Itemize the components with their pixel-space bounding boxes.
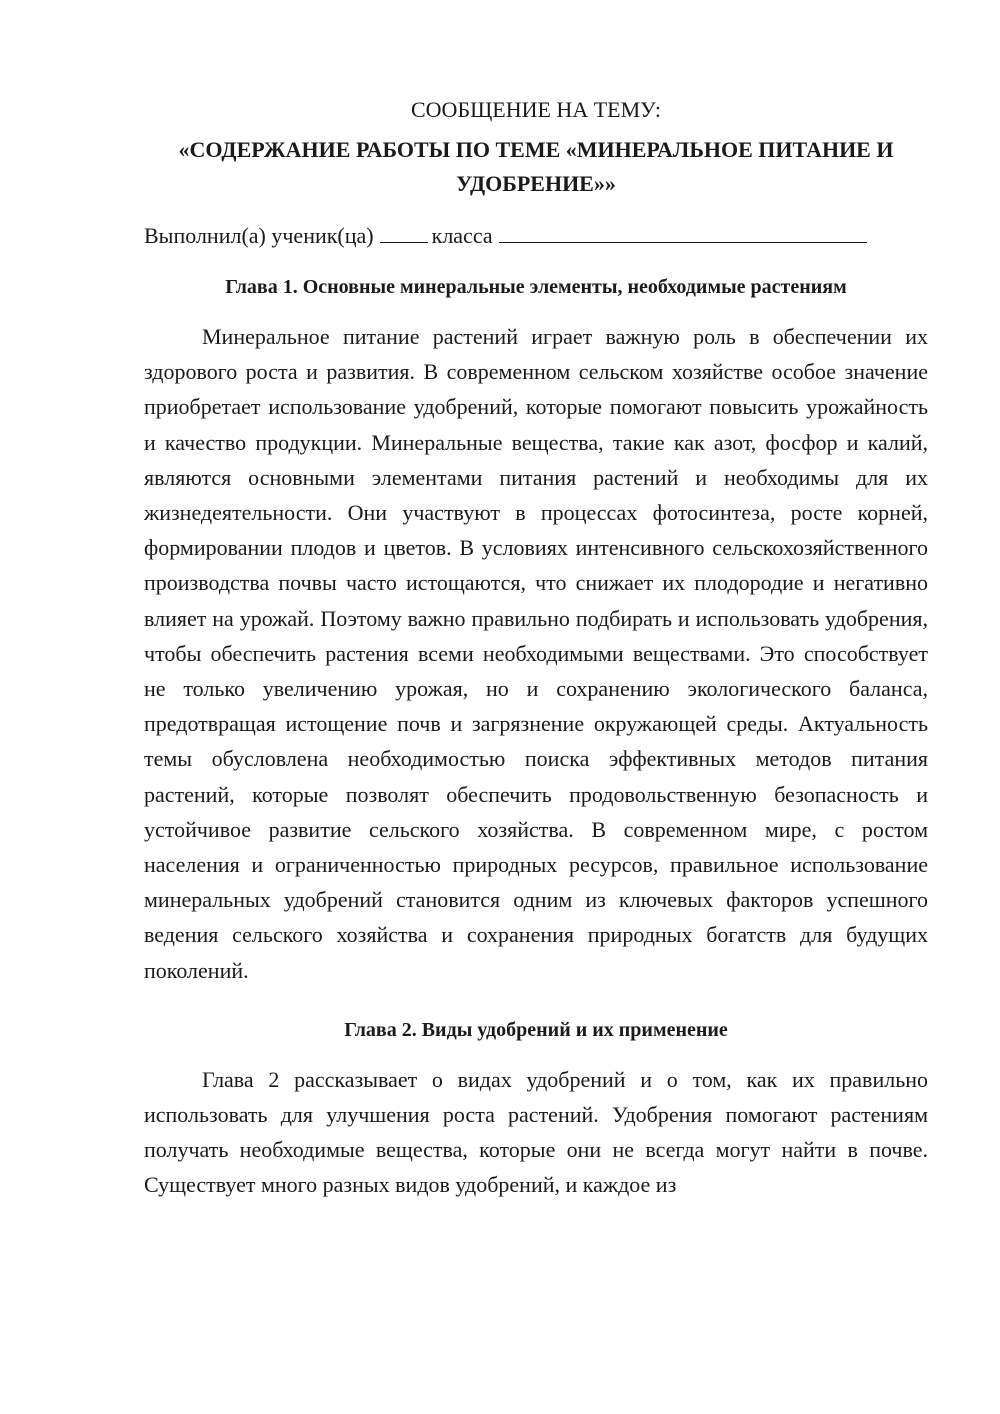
class-word-label: класса (431, 223, 493, 248)
performed-by-label: Выполнил(а) ученик(ца) (144, 223, 374, 248)
chapter-1-heading: Глава 1. Основные минеральные элементы, необходимые растениям (225, 276, 847, 298)
author-line (144, 219, 928, 253)
document-title: «СОДЕРЖАНИЕ РАБОТЫ ПО ТЕМЕ «МИНЕРАЛЬНОЕ ПИТАНИЕ И УДОБРЕНИЕ»» (178, 137, 894, 196)
class-number-blank[interactable] (380, 220, 428, 243)
chapter-2-heading: Глава 2. Виды удобрений и их применение (344, 1018, 728, 1041)
topic-label: СООБЩЕНИЕ НА ТЕМУ: (411, 97, 661, 122)
document-page (144, 92, 928, 1203)
chapter-2-paragraph: Глава 2 рассказывает о видах удобрений и о том, как их правильно использовать для улучшения роста растений. Удобрения помогают растениям получать необходимые вещества, которые они не всегда могут найти в почве. Существует много разных видов удобрений, и каждое из (144, 1066, 928, 1198)
chapter-1-paragraph: Минеральное питание растений играет важную роль в обеспечении их здорового роста и развития. В современном сельском хозяйстве особое значение приобретает использование удобрений, которые помогают повысить урожайность и качество продукции. Минеральные вещества, такие как азот, фосфор и калий, являются основными элементами питания растений и необходимы для их жизнедеятельности. Они участвуют в процессах фотосинтеза, росте корней, формировании плодов и цветов. В условиях интенсивного сельскохозяйственного производства почвы часто истощаются, что снижает их плодородие и негативно влияет на урожай. Поэтому важно правильно подбирать и использовать удобрения, чтобы обеспечить растения всеми необходимыми веществами. Это способствует не только увеличению урожая, но и сохранению экологического баланса, предотвращая истощение почв и загрязнение окружающей среды. Актуальность темы обусловлена необходимостью поиска эффективных методов питания растений, которые позволят обеспечить продовольственную безопасность и устойчивое развитие сельского хозяйства. В современном мире, с ростом населения и ограниченностью природных ресурсов, правильное использование минеральных удобрений становится одним из ключевых факторов успешного ведения сельского хозяйства и сохранения природных богатств для будущих поколений. (144, 324, 928, 983)
student-name-blank[interactable] (499, 220, 867, 243)
